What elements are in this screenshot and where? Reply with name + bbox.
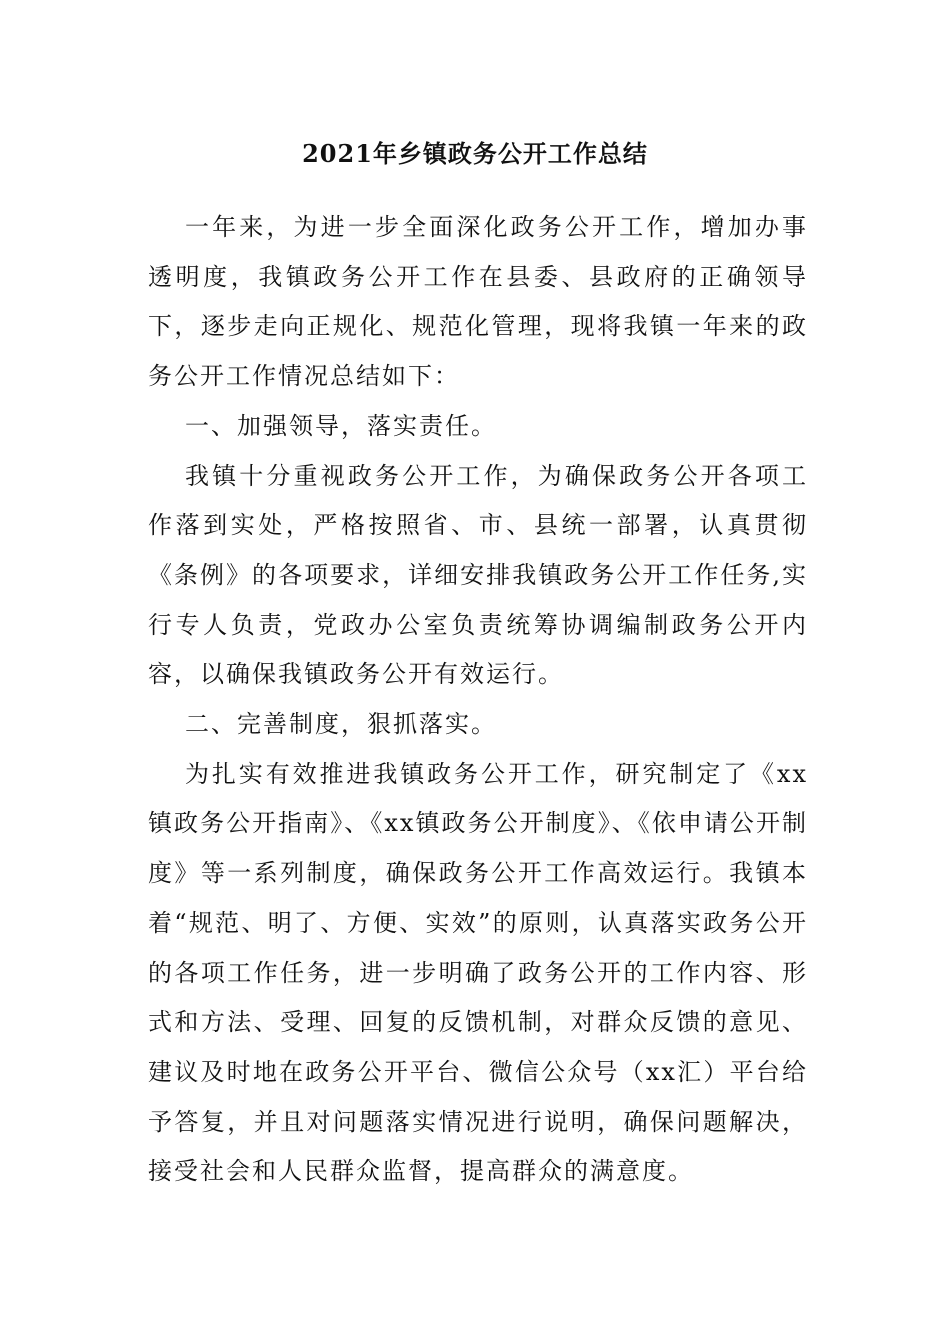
section-1-paragraph: 我镇十分重视政务公开工作，为确保政务公开各项工作落到实处，严格按照省、市、县统一部署，认真贯彻《条例》的各项要求，详细安排我镇政务公开工作任务,实行专人负责，党政办公室负责统筹协调编制政务公开内容，以确保我镇政务公开有效运行。 <box>148 461 808 689</box>
document-body <box>148 203 808 1197</box>
section-heading-1: 一、加强领导，落实责任。 <box>185 411 497 440</box>
section-heading-2: 二、完善制度，狠抓落实。 <box>185 710 497 739</box>
intro-paragraph: 一年来，为进一步全面深化政务公开工作，增加办事透明度，我镇政务公开工作在县委、县政府的正确领导下，逐步走向正规化、规范化管理，现将我镇一年来的政务公开工作情况总结如下： <box>148 213 808 391</box>
document-title: 2021年乡镇政务公开工作总结 <box>302 139 648 168</box>
section-2-paragraph: 为扎实有效推进我镇政务公开工作，研究制定了《xx镇政务公开指南》、《xx镇政务公开制度》、《依申请公开制度》等一系列制度，确保政务公开工作高效运行。我镇本着“规范、明了、方便、实效”的原则，认真落实政务公开的各项工作任务，进一步明确了政务公开的工作内容、形式和方法、受理、回复的反馈机制，对群众反馈的意见、建议及时地在政务公开平台、微信公众号（xx汇）平台给予答复，并且对问题落实情况进行说明，确保问题解决，接受社会和人民群众监督，提高群众的满意度。 <box>148 759 808 1186</box>
